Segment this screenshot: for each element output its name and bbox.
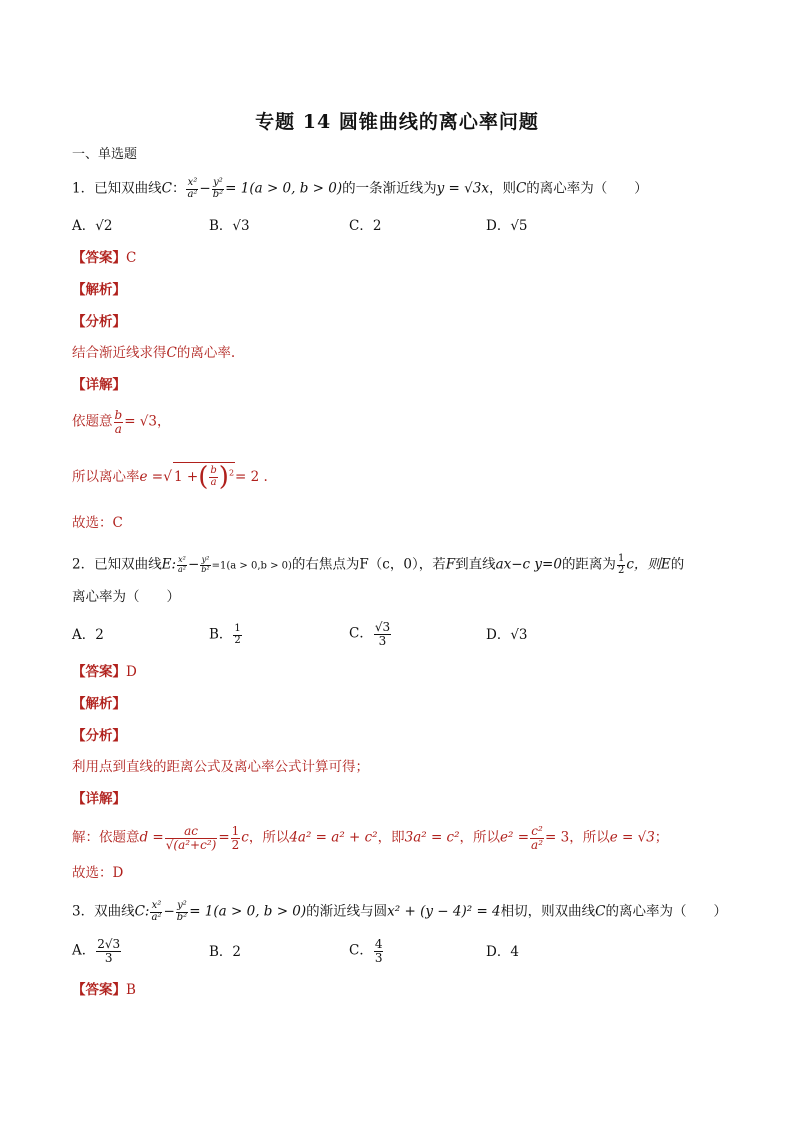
q2-option-d: D．√3: [486, 627, 528, 643]
q1-option-a: A．√2: [72, 218, 113, 234]
q1-cond: = 1(a > 0, b > 0): [225, 180, 343, 197]
q1-frac-x: $\frac{\text{x²}}{\text{a²}}$: [187, 177, 198, 200]
q2-option-b: B． $\frac{1}{2}$: [209, 623, 241, 646]
q1-detail-line1: 依题意 $\frac{b}{a}$ = √3，: [72, 408, 171, 436]
page-title: 专题 14 圆锥曲线的离心率问题: [255, 111, 539, 133]
q3-option-a: A． $\frac{2√3}{3}$: [72, 937, 121, 965]
q2-answer: 【答案】D: [72, 664, 137, 680]
q2-option-a: A．2: [72, 627, 104, 643]
q3-option-d: D．4: [486, 944, 519, 960]
q2-choose: 故选：D: [72, 865, 124, 881]
q2-analysis-label: 【解析】: [72, 696, 126, 712]
q1-detail-line2: 所以离心率e =√ 1 +( $\frac{b}{a}$ )$^2$= 2 .: [72, 462, 268, 492]
q1-answer: 【答案】C: [72, 250, 137, 266]
q1-option-c: C．2: [349, 218, 382, 234]
q2-detail-label: 【详解】: [72, 791, 126, 807]
q1-option-b: B．√3: [209, 218, 250, 234]
q1-mid: 的一条渐近线为: [342, 180, 437, 197]
q1-frac-y: $\frac{\text{y²}}{\text{b²}}$: [212, 177, 224, 200]
question-3: 3．双曲线C: $\frac{\text{x²}}{\text{a²}}$ − $\frac{\text{y²}}{\text{b²}}$ = 1(a > 0, b > 0)的渐近线与圆x² + (y − 4)² = 4相切，则双曲线C的离心率为（ ）: [72, 900, 727, 923]
q3-answer: 【答案】B: [72, 982, 136, 998]
q1-suffix2: 的离心率为（ ）: [526, 180, 648, 197]
question-2: 2．已知双曲线E: $\frac{\text{x²}}{\text{a²}}$ − $\frac{\text{y²}}{\text{b²}}$ =1(a > 0,b > 0)的右焦点为F（c，0），若F到直线ax−c y=0的距离为 $\frac{1}{2}$ c，则E的: [72, 553, 685, 576]
q1-detail-label: 【详解】: [72, 377, 126, 393]
q1-suffix: ，则: [488, 180, 516, 197]
question-2-line2: 离心率为（ ）: [72, 589, 180, 605]
q1-prefix: 1．已知双曲线: [72, 180, 162, 197]
q2-fenxi-text: 利用点到直线的距离公式及离心率公式计算可得；: [72, 759, 369, 775]
q1-curve: C: [161, 180, 172, 197]
q1-option-d: D．√5: [486, 218, 528, 234]
q1-fenxi-text: 结合渐近线求得C的离心率.: [72, 345, 236, 361]
q1-asym: y = √3x: [436, 180, 489, 197]
q3-option-c: C． $\frac{4}{3}$: [349, 937, 383, 965]
q1-curve-2: C: [515, 180, 527, 197]
question-1: 1．已知双曲线C： $\frac{\text{x²}}{\text{a²}}$ − $\frac{\text{y²}}{\text{b²}}$ = 1(a > 0, b > 0)的一条渐近线为y = √3x，则C的离心率为（ ）: [72, 177, 648, 200]
q1-choose: 故选：C: [72, 515, 123, 531]
q2-fenxi-label: 【分析】: [72, 728, 126, 744]
q1-fenxi-label: 【分析】: [72, 314, 126, 330]
q1-analysis-label: 【解析】: [72, 282, 126, 298]
section-heading: 一、单选题: [72, 147, 138, 162]
q2-detail-line: 解：依题意d = $\frac{ac}{\text{√(a²+c²)}}$ = $\frac{1}{2}$ c，所以4a² = a² + c²，即3a² = c²，所以e² = $\frac{\text{c²}}{\text{a²}}$ = 3，所以e = √3；: [72, 824, 669, 852]
q3-option-b: B．2: [209, 944, 242, 960]
q2-option-c: C． $\frac{√3}{3}$: [349, 620, 391, 648]
